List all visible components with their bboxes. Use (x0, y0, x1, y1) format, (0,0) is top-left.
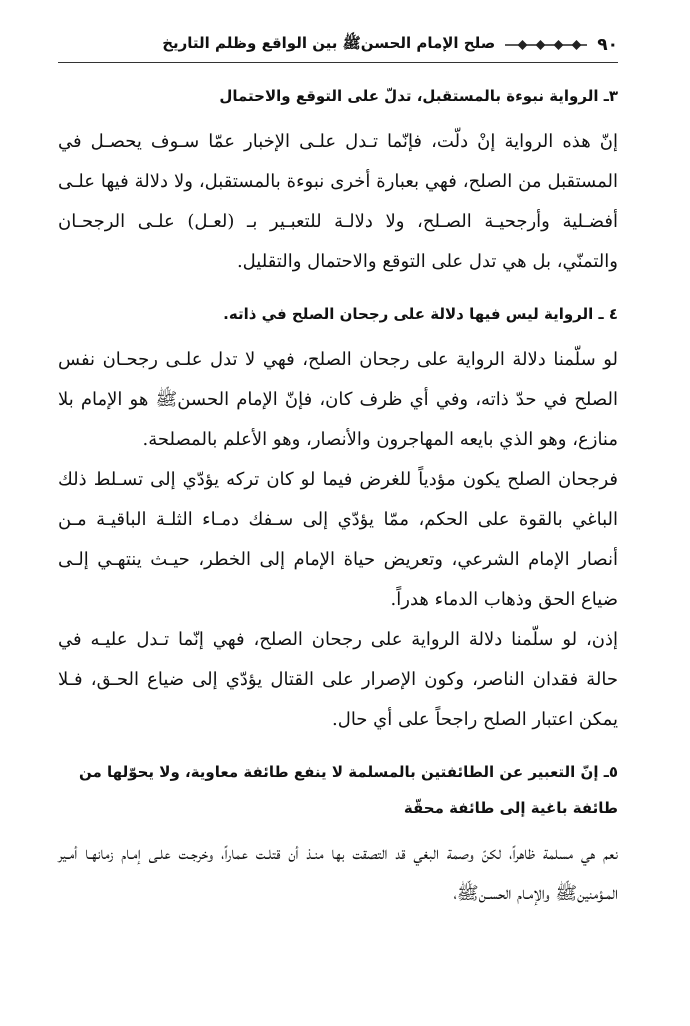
running-title: صلح الإمام الحسن‌ﷺ بين الواقع وظلم التاريخ (162, 34, 496, 52)
section-heading-5: ٥ـ إنّ التعبير عن الطائفتين بالمسلمة لا ينفع طائفة معاوية، ولا يحوّلها من طائفة باغية إلى طائفة محقّة (79, 763, 618, 817)
header-rule (58, 62, 618, 63)
section-heading-4: ٤ ـ الرواية ليس فيها دلالة على رجحان الصلح في ذاته. (223, 305, 618, 323)
ornament-divider-icon (505, 39, 587, 51)
running-header (58, 30, 618, 60)
paragraph: نعم هي مسلمة ظاهراً، لكنّ وصمة البغي قد التصقت بها منـذ أن قتلـت عماراً، وخرجـت علـى إمـام زمانهـا أمـير المـؤمنين‌ﷺ والإمـام الحسـن‌ﷺ، (58, 843, 618, 904)
section-heading-3: ٣ـ الرواية نبوءة بالمستقبل، تدلّ على التوقع والاحتمال (219, 87, 618, 105)
page-content (58, 78, 618, 914)
page-number: ٩٠ (597, 35, 618, 55)
paragraph: إنّ هذه الرواية إنْ دلّت، فإنّما تـدل علـى الإخبار عمّا سـوف يحصـل في المستقبل من الصلح، فهي بعبارة أخرى نبوءة بالمستقبل، ولا دلالة فيها علـى أفضـلية وأرجحيـة الصـلح، ولا دلالـة للتعبـير بـ (لعـل) علـى الرجحـان والتمنّي، بل هي تدل على التوقع والاحتمال والتقليل. (58, 131, 618, 272)
paragraph: إذن، لو سلّمنا دلالة الرواية على رجحان الصلح، فهي إنّما تـدل عليـه في حالة فقدان الناصر، وكون الإصرار على القتال يؤدّي إلى ضياع الحـق، فـلا يمكن اعتبار الصلح راجحاً على أي حال. (58, 629, 618, 730)
paragraph: لو سلّمنا دلالة الرواية على رجحان الصلح، فهي لا تدل علـى رجحـان نفس الصلح في حدّ ذاته، وفي أي ظرف كان، فإنّ الإمام الحسن‌ﷺ هو الإمام بلا منازع، وهو الذي بايعه المهاجرون والأنصار، وهو الأعلم بالمصلحة. (58, 349, 618, 450)
paragraph: فرجحان الصلح يكون مؤدياً للغرض فيما لو كان تركه يؤدّي إلى تسـلط ذلك الباغي بالقوة على الحكم، ممّا يؤدّي إلى سـفك دمـاء الثلـة الباقيـة مـن أنصار الإمام الشرعي، وتعريض حياة الإمام إلى الخطر، حيـث ينتهـي إلـى ضياع الحق وذهاب الدماء هدراً. (58, 469, 618, 610)
